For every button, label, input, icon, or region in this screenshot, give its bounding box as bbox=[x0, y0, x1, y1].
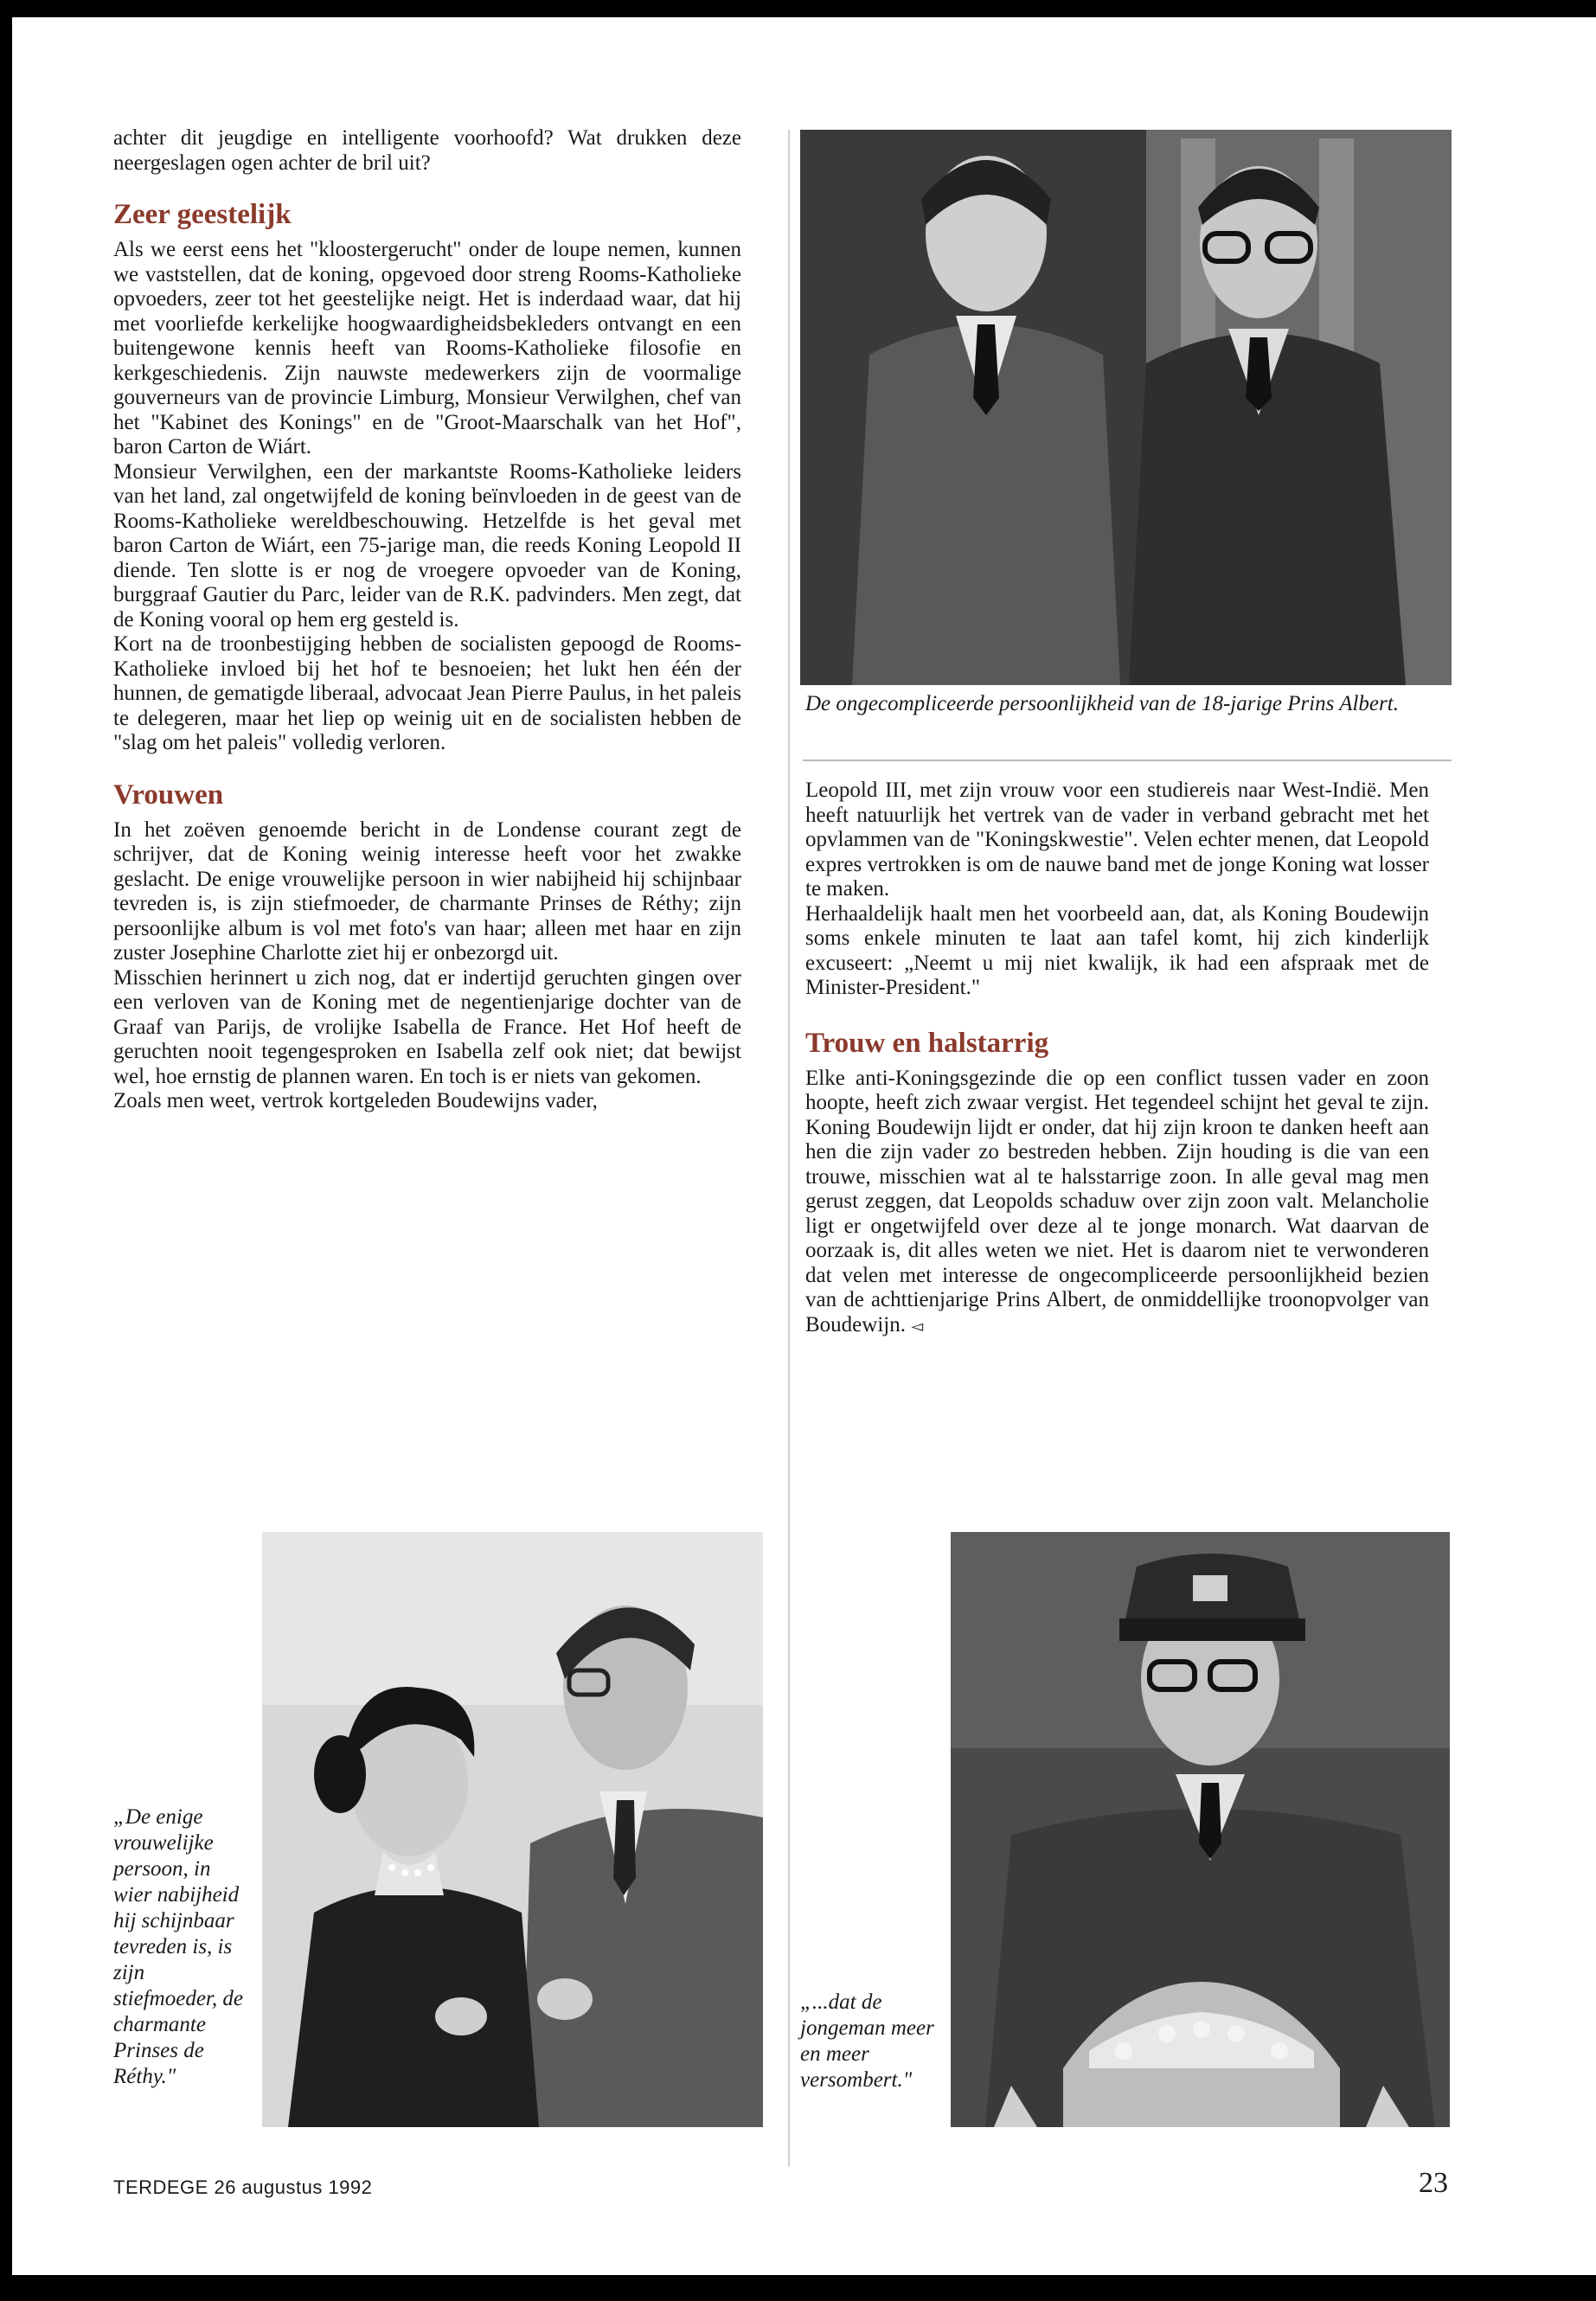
column-divider bbox=[788, 130, 790, 2167]
caption-top-photo: De ongecompliceerde persoonlijkheid van de 18-jarige Prins Albert. bbox=[805, 692, 1399, 715]
photo-prinses-de-rethy-image bbox=[262, 1532, 763, 2127]
paragraph: Leopold III, met zijn vrouw voor een studiereis naar West-Indië. Men heeft natuurlijk het vertrek van de vader in verband gebracht met het opvlammen van de "Koningskwestie". Velen echter menen, dat Leopold expres vertrokken is om de nauwe band met de jonge Koning wat losser te maken. bbox=[805, 779, 1429, 901]
paragraph: Monsieur Verwilghen, een der markantste Rooms-Katholieke leiders van het land, zal ongetwijfeld de koning beïnvloeden in de geest van de Rooms-Katholieke wereldbeschouwing. Hetzelfde is het geval met baron Carton de Wiárt, een 75-jarige man, die reeds Koning Leopold II diende. Ten slotte is er nog de vroegere opvoeder van de Koning, burggraaf Gautier du Parc, leider van de R.K. padvinders. Men zegt, dat de Koning vooral op hem erg gesteld is. bbox=[113, 459, 741, 631]
paragraph: Kort na de troonbestijging hebben de socialisten gepoogd de Rooms-Katholieke invloed bij het hof te besnoeien; het lukt hen één der hunnen, de gematigde liberaal, advocaat Jean Pierre Paulus, in het paleis te delegeren, maar het liep op weinig uit en de socialisten hebben de "slag om het paleis" volledig verloren. bbox=[113, 632, 741, 754]
heading-vrouwen: Vrouwen bbox=[113, 779, 224, 811]
right-column bbox=[805, 779, 1429, 1338]
footer-publication: TERDEGE 26 augustus 1992 bbox=[113, 2176, 373, 2198]
end-mark: ◅ bbox=[911, 1317, 924, 1335]
page-top-edge bbox=[0, 0, 1596, 17]
intro-paragraph: achter dit jeugdige en intelligente voorhoofd? Wat drukken deze neergeslagen ogen achter de bril uit? bbox=[113, 126, 741, 175]
caption-bottom-right: „...dat de jongeman meer en meer versombert." bbox=[800, 1990, 934, 2092]
photo-koning-boudewijn-image bbox=[951, 1532, 1450, 2127]
photo-prins-albert-image bbox=[800, 130, 1452, 685]
caption-bottom-left: „De enige vrouwelijke persoon, in wier nabijheid hij schijnbaar tevreden is, is zijn stiefmoeder, de charmante Prinses de Réthy." bbox=[113, 1805, 243, 2088]
photo-koning-boudewijn bbox=[951, 1532, 1450, 2127]
page-number: 23 bbox=[1419, 2167, 1448, 2199]
page-left-edge bbox=[0, 0, 12, 2301]
paragraph: In het zoëven genoemde bericht in de Londense courant zegt de schrijver, dat de Koning weinig interesse heeft voor het zwakke geslacht. De enige vrouwelijke persoon in wier nabijheid hij schijnbaar tevreden is, is zijn stiefmoeder, de charmante Prinses de Réthy; zijn persoonlijke album is vol met foto's van haar; alleen met haar en zijn zuster Josephine Charlotte ziet hij er onbezorgd uit. bbox=[113, 817, 741, 965]
photo-prinses-de-rethy bbox=[262, 1532, 763, 2127]
page-bottom-edge bbox=[0, 2275, 1596, 2301]
left-column bbox=[113, 126, 741, 1114]
paragraph: Zoals men weet, vertrok kortgeleden Boudewijns vader, bbox=[113, 1089, 598, 1112]
paragraph: Als we eerst eens het "kloostergerucht" onder de loupe nemen, kunnen we vaststellen, dat de koning, opgevoed door streng Rooms-Katholieke opvoeders, zeer tot het geestelijke neigt. Het is inderdaad waar, dat hij met voorliefde kerkelijke hoogwaardigheidsbekleders ontvangt en een buitengewone kennis heeft van Rooms-Katholieke filosofie en kerkgeschiedenis. Zijn nauwste medewerkers zijn de voormalige gouverneurs van de provincie Limburg, Monsieur Verwilghen, chef van het "Kabinet des Konings" en de "Groot-Maarschalk van het Hof", baron Carton de Wiárt. bbox=[113, 238, 741, 458]
paragraph: Herhaaldelijk haalt men het voorbeeld aan, dat, als Koning Boudewijn soms enkele minuten te laat aan tafel komt, hij zich kinderlijk excuseert: „Neemt u mij niet kwalijk, ik had een afspraak met de Minister-President." bbox=[805, 901, 1429, 999]
heading-zeer-geestelijk: Zeer geestelijk bbox=[113, 199, 292, 230]
paragraph-text: Elke anti-Koningsgezinde die op een conflict tussen vader en zoon hoopte, heeft zich zwaar vergist. Het tegendeel schijnt het geval te zijn. Koning Boudewijn lijdt er onder, dat hij zijn kroon te danken heeft aan hen die zijn vader zo bestreden hebben. Zijn houding is die van een trouwe, misschien wat al te halsstarrige zoon. In alle geval mag men gerust zeggen, dat Leopolds schaduw over zijn zoon valt. Melancholie ligt er ongetwijfeld over deze al te jonge monarch. Wat daarvan de oorzaak is, dit alles weten we niet. Het is daarom niet te verwonderen dat velen met interesse de ongecompliceerde persoonlijkheid bezien van de achttienjarige Prins Albert, de onmiddellijke troonopvolger van Boudewijn. bbox=[805, 1066, 1429, 1336]
paragraph bbox=[805, 1067, 1429, 1339]
heading-trouw-en-halstarrig: Trouw en halstarrig bbox=[805, 1027, 1049, 1059]
caption-rule bbox=[803, 760, 1452, 761]
paragraph: Misschien herinnert u zich nog, dat er indertijd geruchten gingen over een verloven van de Koning met de negentienjarige dochter van de Graaf van Parijs, de vrolijke Isabella de France. Het Hof heeft de geruchten nooit tegengesproken en Isabella zelf ook niet; dat bewijst wel, hoe ernstig de plannen waren. En toch is er niets van gekomen. bbox=[113, 965, 741, 1088]
photo-prins-albert bbox=[800, 130, 1452, 685]
